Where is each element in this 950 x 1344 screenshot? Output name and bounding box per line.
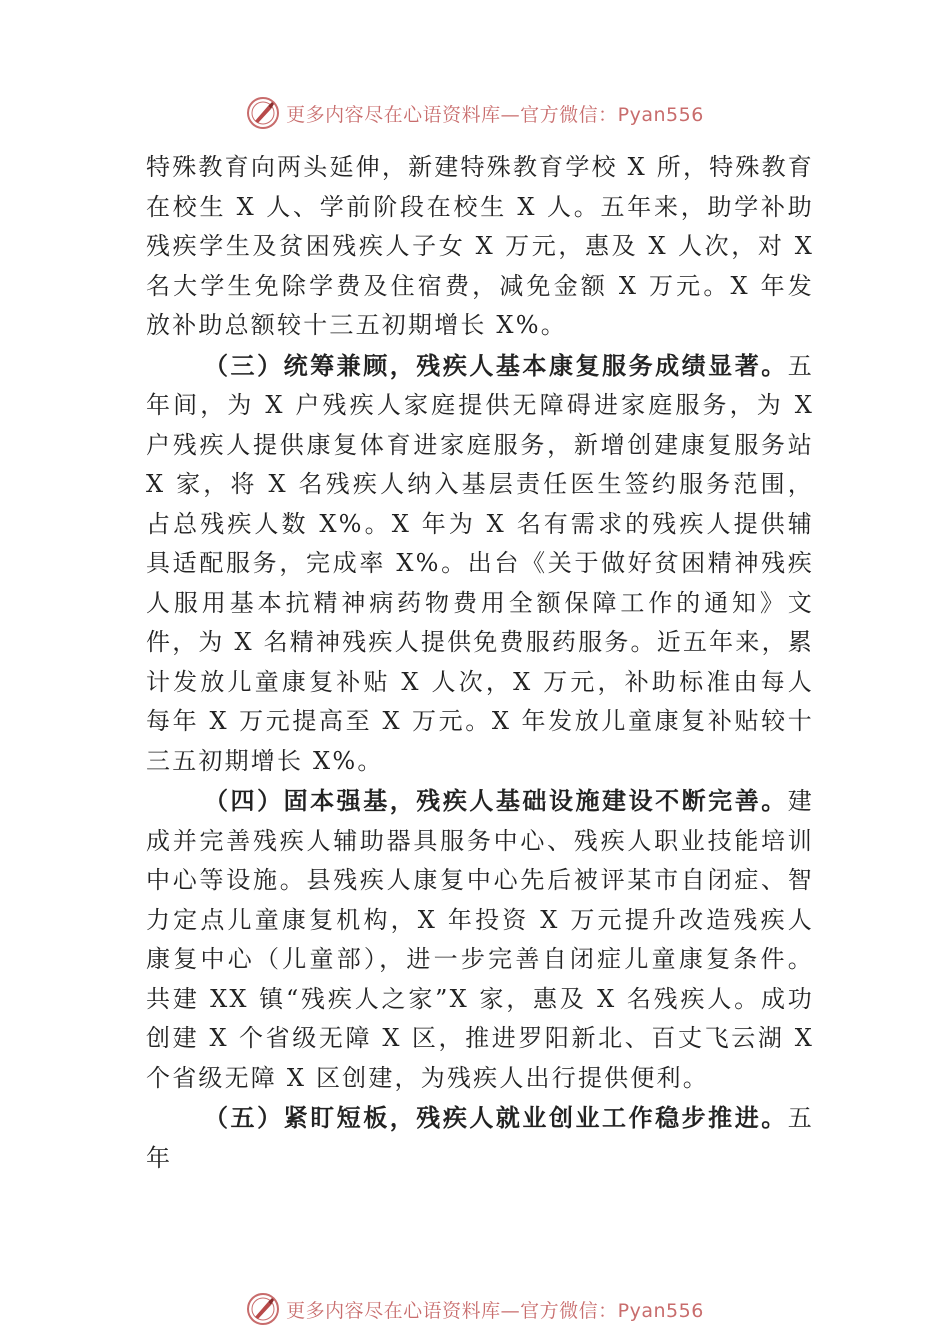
pen-seal-icon — [246, 1292, 280, 1326]
wechat-id: Pyan556 — [617, 103, 704, 126]
header-banner — [0, 93, 950, 133]
paragraph-2: （三）统筹兼顾，残疾人基本康复服务成绩显著。五年间，为 X 户残疾人家庭提供无障碍进家庭服务，为 X 户残疾人提供康复体育进家庭服务，新增创建康复服务站 X 家，将 X 名残疾人纳入基层责任医生签约服务范围，占总残疾人数 X%。X 年为 X 名有需求的残疾人提供辅具适配服务，完成率 X%。出台《关于做好贫困精神残疾人服用基本抗精神病药物费用全额保障工作的通知》文件，为 X 名精神残疾人提供免费服药服务。近五年来，累计发放儿童康复补贴 X 人次，X 万元，补助标准由每人每年 X 万元提高至 X 万元。X 年发放儿童康复补贴较十三五初期增长 X%。 — [146, 350, 814, 775]
banner-text: 更多内容尽在心语资料库—官方微信：Pyan556 — [286, 103, 704, 126]
footer-banner — [0, 1289, 950, 1329]
section-heading: （三）统筹兼顾，残疾人基本康复服务成绩显著。 — [204, 350, 788, 380]
paragraph-4: （五）紧盯短板，残疾人就业创业工作稳步推进。五年 — [146, 1103, 814, 1172]
section-heading: （五）紧盯短板，残疾人就业创业工作稳步推进。 — [204, 1103, 788, 1132]
section-heading: （四）固本强基，残疾人基础设施建设不断完善。 — [204, 786, 788, 815]
paragraph-3: （四）固本强基，残疾人基础设施建设不断完善。建成并完善残疾人辅助器具服务中心、残疾人职业技能培训中心等设施。县残疾人康复中心先后被评某市自闭症、智力定点儿童康复机构，X 年投资 X 万元提升改造残疾人康复中心（儿童部），进一步完善自闭症儿童康复条件。共建 XX 镇“残疾人之家”X 家，惠及 X 名残疾人。成功创建 X 个省级无障 X 区，推进罗阳新北、百丈飞云湖 X 个省级无障 X 区创建，为残疾人出行提供便利。 — [146, 786, 814, 1092]
paragraph-1: 特殊教育向两头延伸，新建特殊教育学校 X 所，特殊教育在校生 X 人、学前阶段在校生 X 人。五年来，助学补助残疾学生及贫困残疾人子女 X 万元，惠及 X 人次，对 X 名大学生免除学费及住宿费，减免金额 X 万元。X 年发放补助总额较十三五初期增长 X%。 — [146, 153, 814, 339]
wechat-id: Pyan556 — [617, 1299, 704, 1322]
document-body — [146, 148, 814, 1178]
banner-text: 更多内容尽在心语资料库—官方微信：Pyan556 — [286, 1299, 704, 1322]
pen-seal-icon — [246, 96, 280, 130]
